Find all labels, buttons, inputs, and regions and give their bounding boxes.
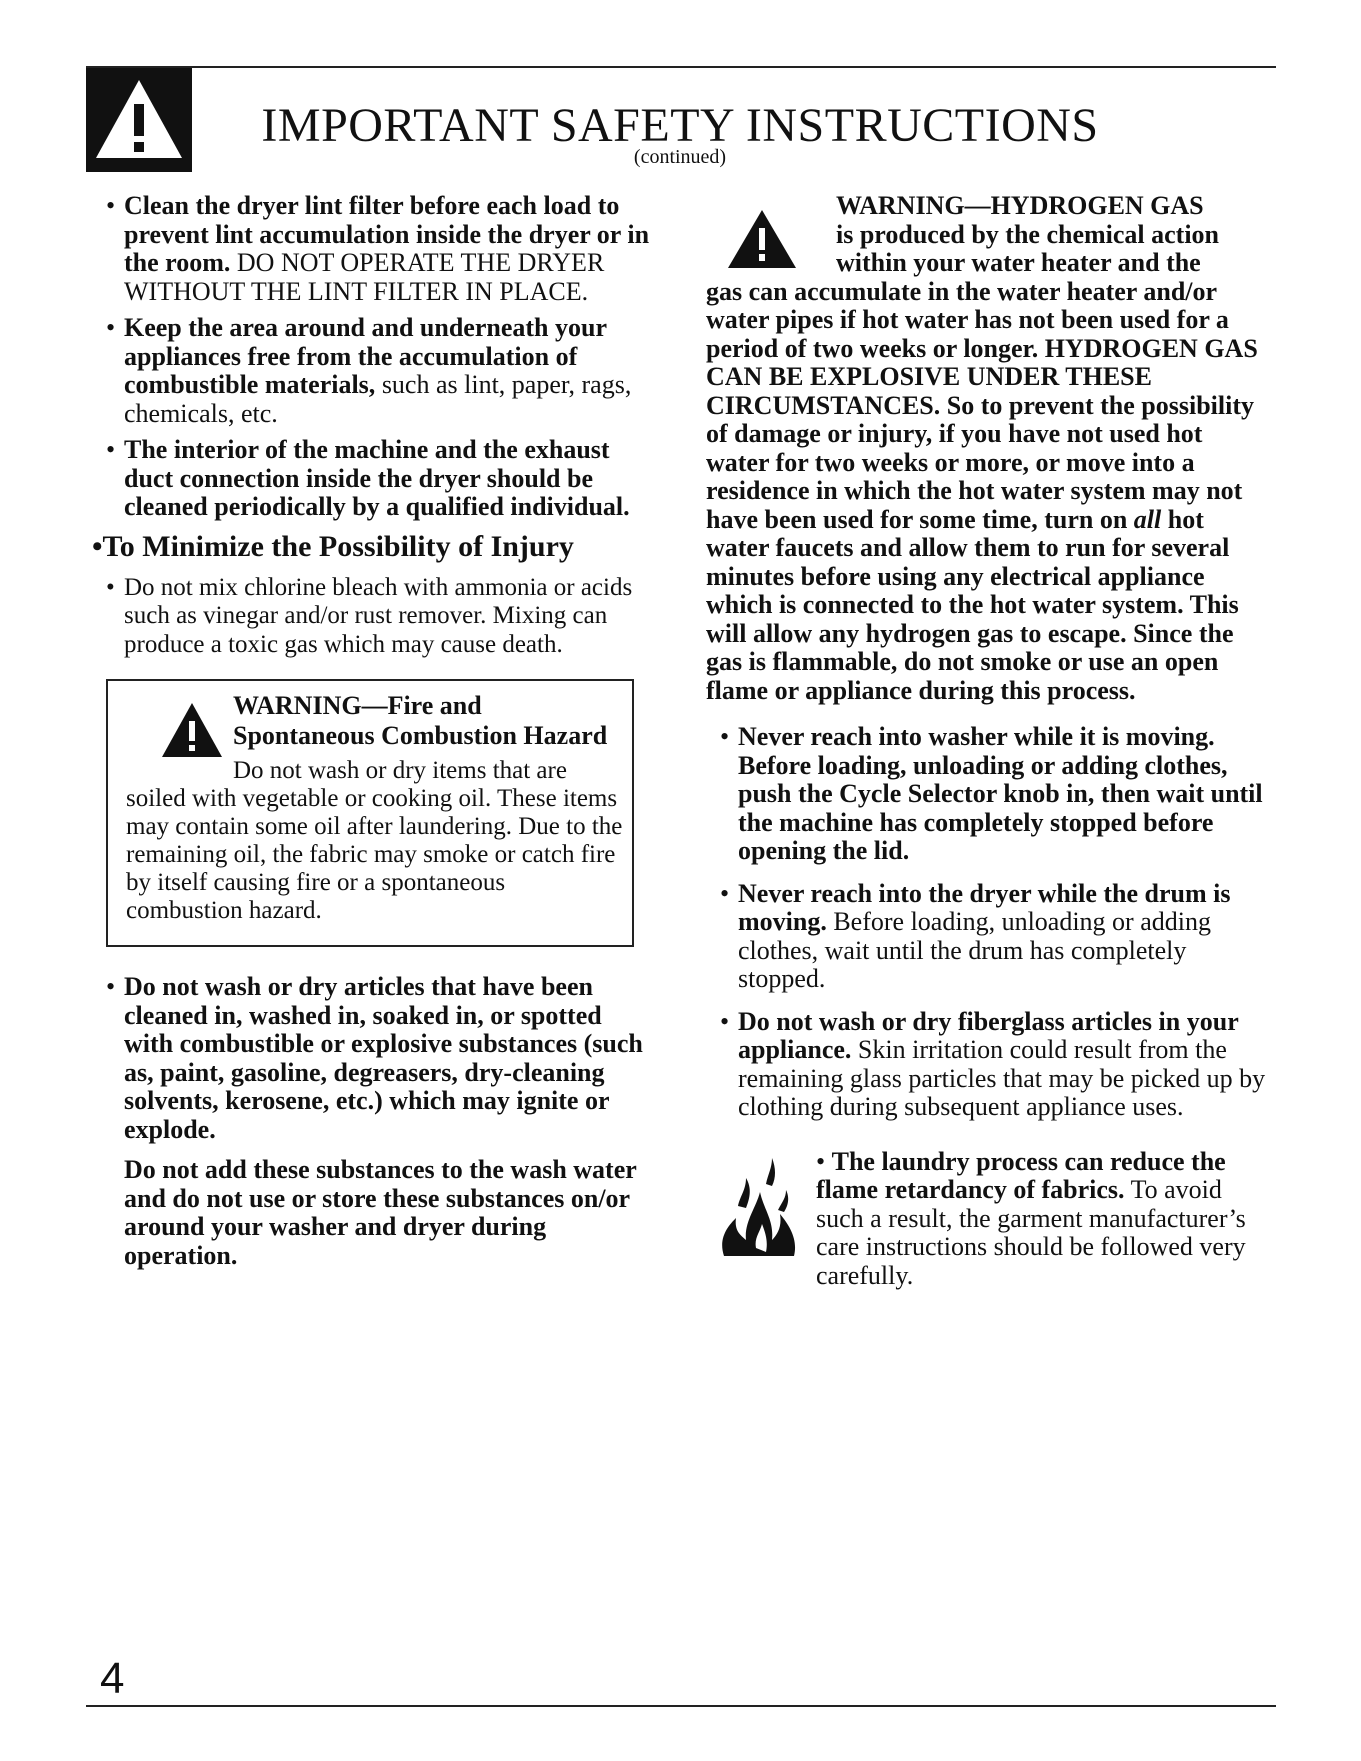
hydrogen-gas-body: gas can accumulate in the water heater and/or water pipes if hot water has not been used for a period of two weeks or longer. HYDROGEN GAS CAN BE EXPLOSIVE UNDER THESE CIRCUMSTANCES. So to prevent the possibility of damage or injury, if you have not used hot water for two weeks or more, or move into a residence in which the hot water system may not have been used for some time, turn on all hot water faucets and allow them to run for several minutes before using any electrical appliance which is connected to the hot water system. This will allow any hydrogen gas to escape. Since the gas is flammable, do not smoke or use an open flame or appliance during this process.	[706, 276, 1258, 705]
hydrogen-gas-warning	[706, 192, 1266, 705]
flame-retardancy-section	[706, 1148, 1266, 1291]
right-column	[706, 192, 1266, 1316]
laundry-flame-retardancy-text: • The laundry process can reduce the flame retardancy of fabrics. To avoid such a result, the garment manufacturer’s care instructions should be followed very carefully.	[816, 1146, 1246, 1290]
bullet-dryer-drum-moving: • Never reach into the dryer while the drum is moving. Before loading, unloading or adding clothes, wait until the drum has completely stopped.	[720, 878, 1231, 993]
page-number: 4	[100, 1654, 125, 1703]
page-title: IMPORTANT SAFETY INSTRUCTIONS	[261, 99, 1099, 152]
bullet-fiberglass: • Do not wash or dry fiberglass articles in your appliance. Skin irritation could result from the remaining glass particles that may be picked up by clothing during subsequent appliance uses.	[720, 1006, 1266, 1121]
fire-warning-box	[106, 679, 634, 947]
explosive-substances-note: Do not add these substances to the wash water and do not use or store these substances on/or around your washer and dryer during operation.	[124, 1155, 637, 1270]
bullet-explosive-substances: • Do not wash or dry articles that have been cleaned in, washed in, soaked in, or spotted with combustible or explosive substances (such as, paint, gasoline, degreasers, dry-cleaning solvents, kerosene, etc.) which may ignite or explode.	[106, 972, 643, 1144]
left-column	[92, 192, 652, 1270]
fire-warning-body: Do not wash or dry items that are soiled with vegetable or cooking oil. These items may contain some oil after laundering. Due to the remaining oil, the fabric may smoke or catch fire by itself causing fire or a spontaneous combustion hazard.	[126, 757, 623, 924]
page-subtitle: (continued)	[633, 146, 727, 168]
bottom-rule	[86, 1705, 1276, 1707]
flame-icon	[716, 1148, 806, 1258]
warning-block	[86, 68, 192, 172]
top-rule	[86, 66, 1276, 68]
injury-heading: •To Minimize the Possibility of Injury	[92, 529, 574, 563]
bullet-combustible-materials: • Keep the area around and underneath your appliances free from the accumulation of combustible materials, such as lint, paper, rags, chemicals, etc.	[106, 313, 632, 428]
bullet-chlorine-bleach: • Do not mix chlorine bleach with ammonia or acids such as vinegar and/or rust remover. Mixing can produce a toxic gas which may cause death.	[106, 573, 633, 658]
bullet-interior-cleaning: • The interior of the machine and the exhaust duct connection inside the dryer should be cleaned periodically by a qualified individual.	[106, 435, 630, 521]
warning-triangle-icon	[160, 701, 224, 759]
bullet-washer-moving: • Never reach into washer while it is moving. Before loading, unloading or adding clothes, push the Cycle Selector knob in, then wait until the machine has completely stopped before opening the lid.	[720, 722, 1263, 865]
warning-triangle-icon	[92, 76, 186, 162]
bullet-lint-filter: • Clean the dryer lint filter before each load to prevent lint accumulation inside the dryer or in the room. DO NOT OPERATE THE DRYER WITHOUT THE LINT FILTER IN PLACE.	[106, 191, 650, 306]
fire-warning-heading: WARNING—Fire and Spontaneous Combustion Hazard	[233, 691, 608, 750]
hydrogen-gas-heading: WARNING—HYDROGEN GAS is produced by the chemical action within your water heater and the	[836, 191, 1220, 277]
warning-triangle-icon	[726, 208, 798, 270]
